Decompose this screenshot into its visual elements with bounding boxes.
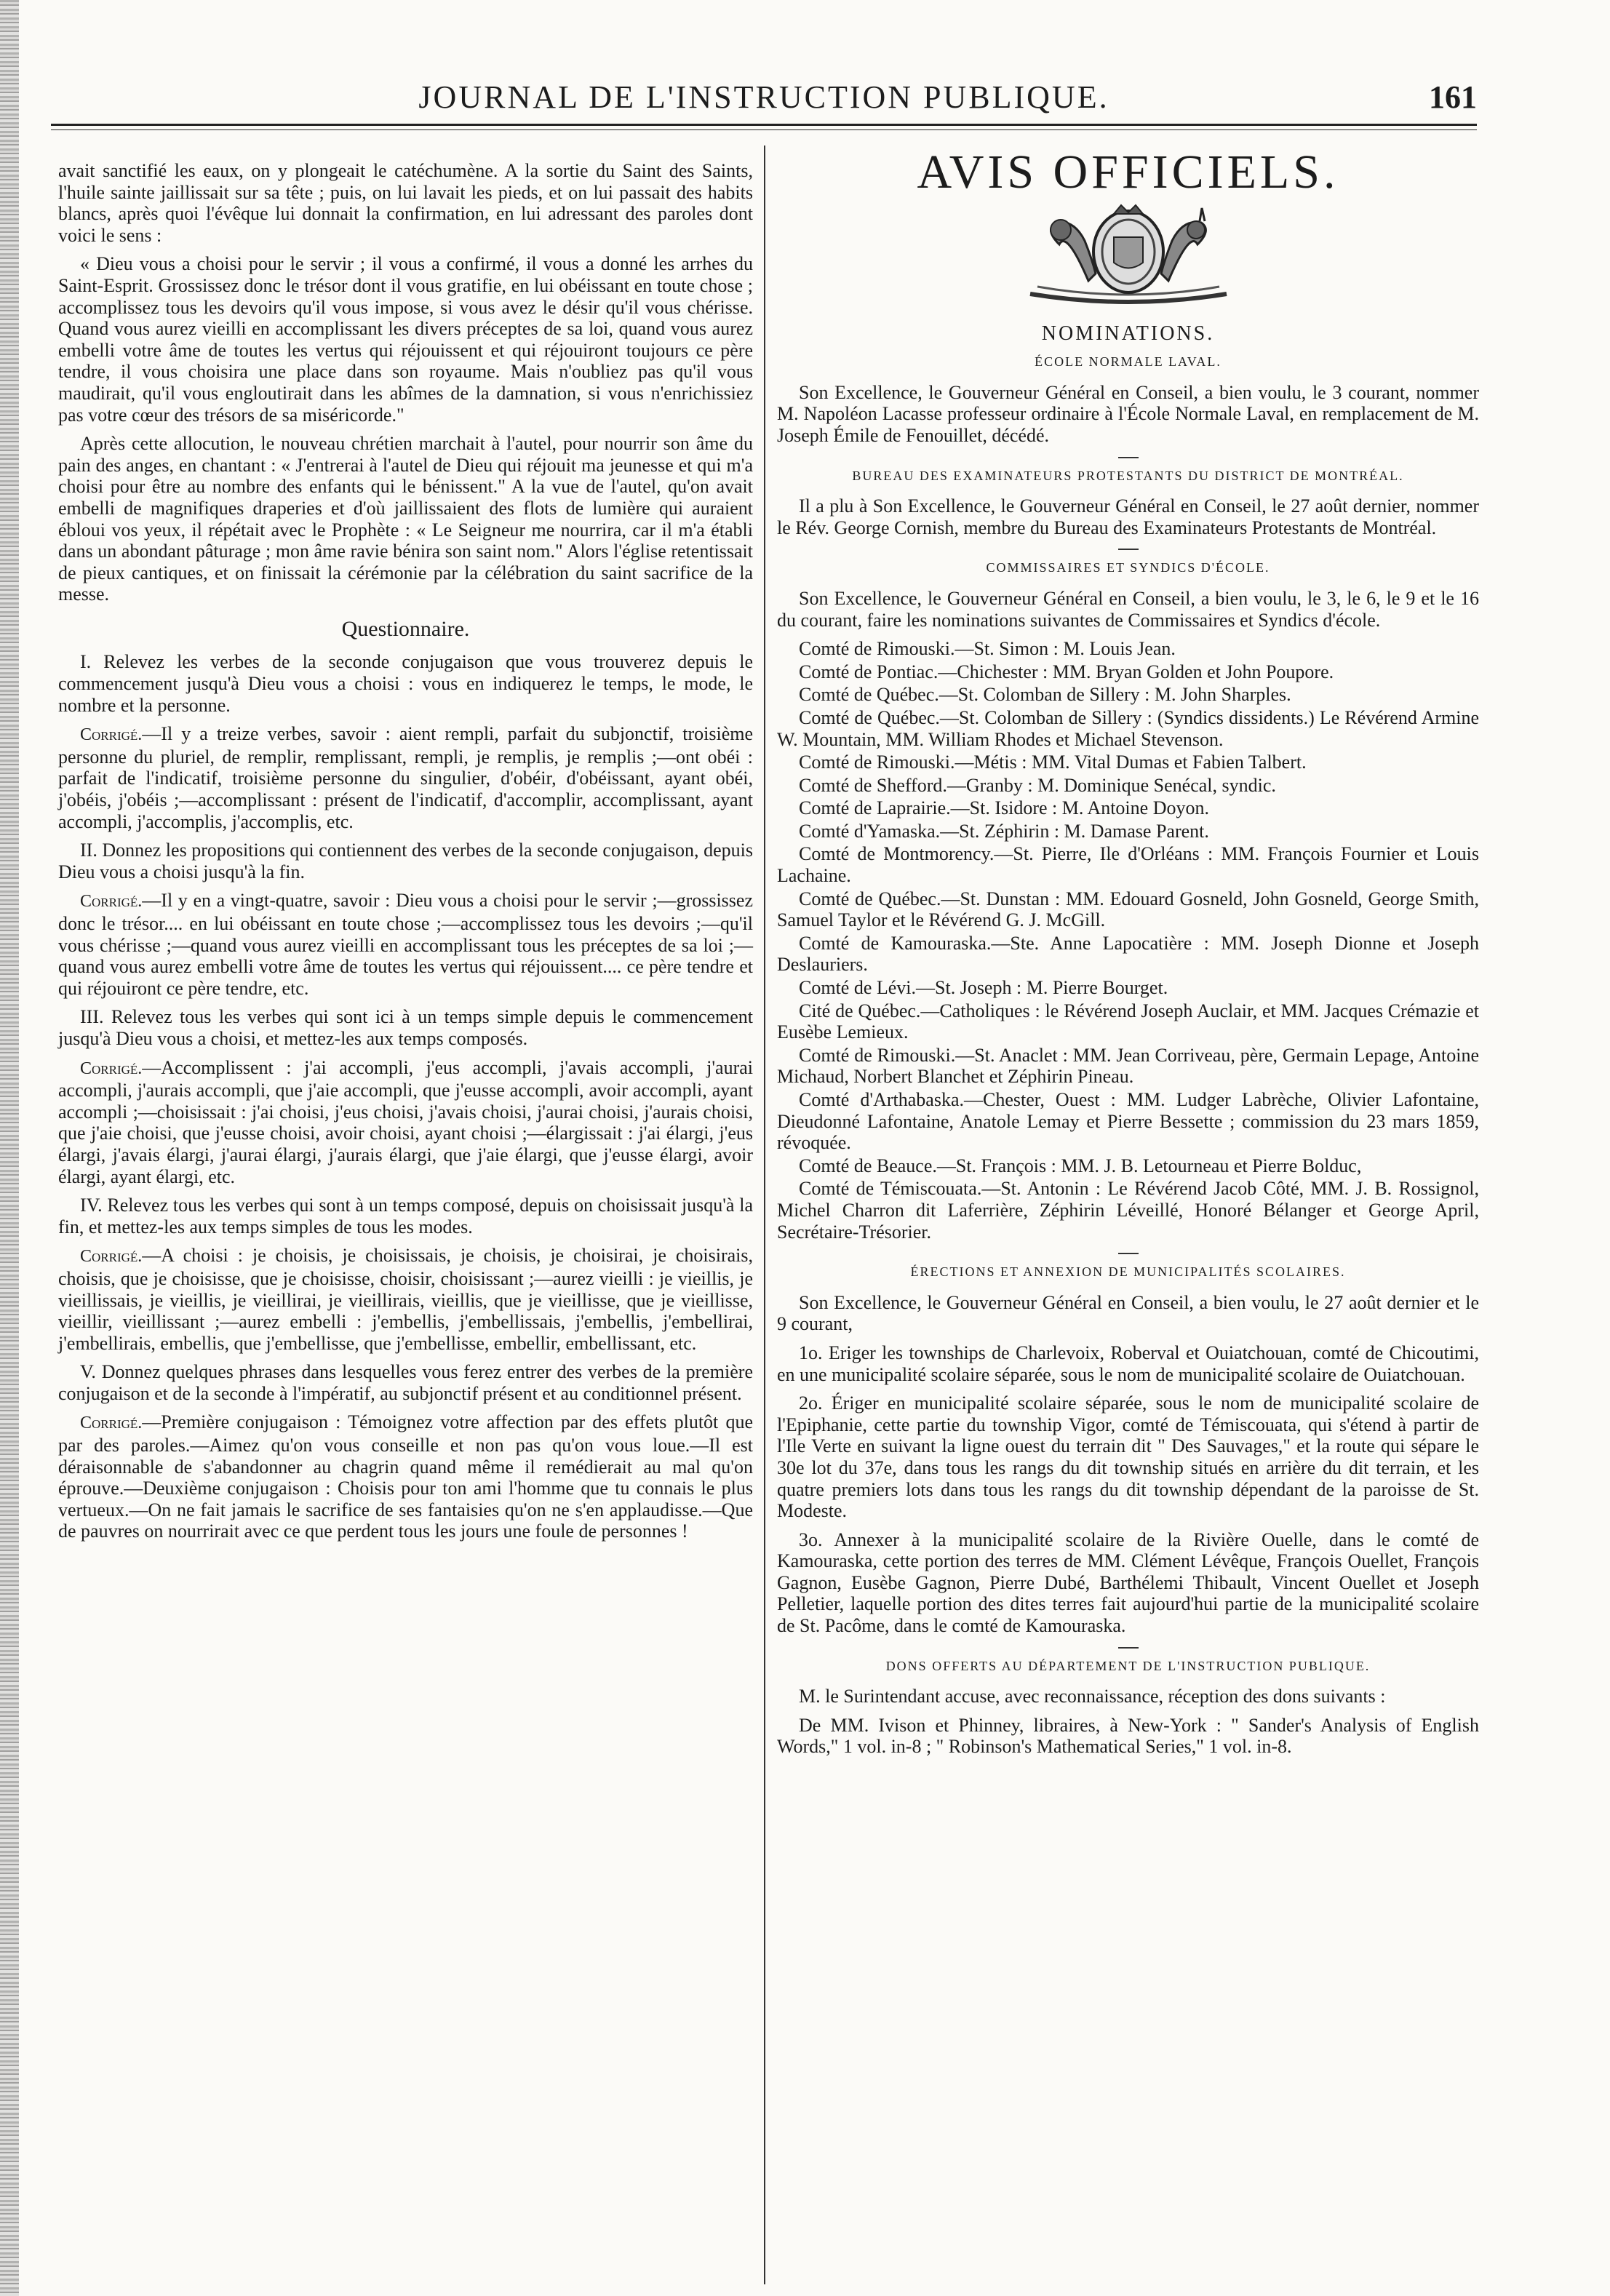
divider-dash [1118, 549, 1139, 550]
right-column [777, 146, 1479, 1765]
paragraph: Son Excellence, le Gouverneur Général en Conseil, a bien voulu, le 27 août dernier et le 9 courant, [777, 1291, 1479, 1335]
list-item: Comté de Pontiac.—Chichester : MM. Bryan Golden et John Poupore. [799, 661, 1334, 682]
list-item: Comté de Témiscouata.—St. Antonin : Le Révérend Jacob Côté, MM. J. B. Rossignol, Michel Charron dit Laferrière, Zéphirin Léveillé, Honoré Bélanger et George April, Secrétaire-Trésorier. [777, 1178, 1479, 1243]
paragraph: M. le Surintendant accuse, avec reconnaissance, réception des dons suivants : [799, 1686, 1386, 1707]
divider-dash [1118, 457, 1139, 458]
answer-2 [58, 890, 753, 999]
answer-5 [58, 1411, 753, 1542]
page-edge-scan-artifact [0, 0, 19, 2296]
list-item: Comté de Québec.—St. Colomban de Sillery : M. John Sharples. [799, 684, 1291, 706]
section-heading: DONS OFFERTS AU DÉPARTEMENT DE L'INSTRUCTION PUBLIQUE. [885, 1658, 1371, 1673]
list-item: Comté de Beauce.—St. François : MM. J. B. Letourneau et Pierre Bolduc, [799, 1155, 1362, 1176]
paragraph: Après cette allocution, le nouveau chrétien marchait à l'autel, pour nourrir son âme du pain des anges, en chantant : « J'entrerai à l'autel de Dieu qui réjouit ma jeunesse et qui m'a choisi pour être au nombre des enfants qui le bénissent." A la vue de l'autel, qu'on avait embelli de magnifiques draperies et d'où jaillissaient des flots de lumière qui auraient ébloui vos yeux, il répétait avec le Prophète : « Le Seigneur me nourrira, car il m'a établi dans un abondant pâturage ; mon âme ravie bénira son saint nom." Alors l'église retentissait de pieux cantiques, et on finissait la cérémonie par la célébration du saint sacrifice de la messe. [58, 433, 753, 605]
list-item: Comté de Québec.—St. Dunstan : MM. Edouard Gosneld, John Gosneld, George Smith, Samuel Taylor et le Révérend G. J. McGill. [777, 888, 1479, 931]
list-item: Comté d'Arthabaska.—Chester, Ouest : MM. Ludger Labrèche, Olivier Lafontaine, Dieudonné Lafontaine, Anatole Lemay et Pierre Bessette ; commission du 23 mars 1859, révoquée. [777, 1089, 1479, 1154]
corrige-label: Corrigé. [80, 1247, 143, 1267]
paragraph: Il a plu à Son Excellence, le Gouverneur Général en Conseil, le 27 août dernier, nommer le Rév. George Cornish, membre du Bureau des Examinateurs Protestants de Montréal. [777, 495, 1479, 538]
header-rule-thick [51, 124, 1477, 126]
list-item: Comté de Kamouraska.—Ste. Anne Lapocatière : MM. Joseph Dionne et Joseph Deslauriers. [777, 932, 1479, 976]
answer-text: —Première conjugaison : Témoignez votre affection par des effets plutôt que par des paroles.—Aimez qu'on vous conseille et non pas qu'on vous loue.—Il est déraisonnable de s'abandonner au chagrin quand même il remédierait au mal qu'on éprouve.—Deuxième conjugaison : Choisis pour ton ami l'homme que tu connais le plus vertueux.—On ne fait jamais le sacrifice de ses fantaisies qu'on ne s'en applaudisse.—Que de pauvres on nourrirait avec ce que perdent tous les jours une foule de personnes ! [58, 1411, 753, 1542]
avis-officiels-title: AVIS OFFICIELS. [917, 146, 1339, 199]
column-divider [764, 146, 765, 2284]
question-5: V. Donnez quelques phrases dans lesquelles vous ferez entrer des verbes de la première conjugaison et de la seconde à l'impératif, au subjonctif présent et au conditionnel présent. [58, 1361, 753, 1404]
corrige-label: Corrigé. [80, 892, 143, 912]
list-item: Comté de Rimouski.—St. Simon : M. Louis Jean. [799, 638, 1176, 660]
corrige-label: Corrigé. [80, 1414, 143, 1433]
list-item: 3o. Annexer à la municipalité scolaire de la Rivière Ouelle, dans le comté de Kamouraska, cette portion des terres de MM. Clément Lévêque, François Ouellet, François Gagnon, Eusèbe Gagnon, Pierre Dubé, Barthélemi Thibault, Vincent Ouellet et Joseph Pelletier, laquelle portion des dites terres fait aujourd'hui partie de la municipalité scolaire de St. Pacôme, dans le comté de Kamouraska. [777, 1528, 1479, 1637]
list-item: Comté de Rimouski.—St. Anaclet : MM. Jean Corriveau, père, Germain Lepage, Antoine Michaud, Norbert Blanchet et Zéphirin Pineau. [777, 1044, 1479, 1088]
nominations-title: NOMINATIONS. [1041, 322, 1215, 345]
paragraph: « Dieu vous a choisi pour le servir ; il vous a confirmé, il vous a donné les arrhes du Saint-Esprit. Grossissez donc le trésor dont il vous gratifie, en lui obéissant en toute chose ; accomplissez tous les devoirs qu'il vous impose, si vous avez le désir qu'il vous chérisse. Quand vous aurez vieilli en accomplissant les divers préceptes de sa loi, quand vous aurez embelli votre âme de toutes les vertus qui réjouissent et qui réjouiront toujours ce père tendre, il vous choisira une place dans son royaume. Mais n'oubliez pas qu'il vous maudirait, qu'il vous engloutirait dans les abîmes de la damnation, si vous n'enrichissiez pas votre cœur des trésors de sa miséricorde." [58, 253, 753, 426]
answer-text: —Il y a treize verbes, savoir : aient rempli, parfait du subjonctif, troisième personne du pluriel, de remplir, remplissant, rempli, je remplis, je remplis ;—ont obéi : parfait de l'indicatif, troisième personne du singulier, d'obéir, d'obéissant, ayant obéi, j'obéis, j'obéis ;—accomplissant : présent de l'indicatif, d'accomplir, accomplissant, ayant accompli, j'accomplis, j'accomplis, etc. [58, 723, 753, 832]
journal-title: JOURNAL DE L'INSTRUCTION PUBLIQUE. [418, 79, 1109, 115]
list-item: Comté de Montmorency.—St. Pierre, Ile d'Orléans : MM. François Fournier et Louis Lachaine. [777, 843, 1479, 887]
answer-1 [58, 723, 753, 832]
answer-3 [58, 1057, 753, 1188]
paragraph: De MM. Ivison et Phinney, libraires, à New-York : " Sander's Analysis of English Words," 1 vol. in-8 ; " Robinson's Mathematical Series," 1 vol. in-8. [777, 1714, 1479, 1758]
question-1: I. Relevez les verbes de la seconde conjugaison que vous trouverez depuis le commencement jusqu'à Dieu vous a choisi : vous en indiquerez le temps, le mode, le nombre et la personne. [58, 651, 753, 716]
section-heading: COMMISSAIRES ET SYNDICS D'ÉCOLE. [986, 560, 1270, 575]
list-item: 1o. Eriger les townships de Charlevoix, Roberval et Ouiatchouan, comté de Chicoutimi, en une municipalité scolaire séparée, sous le nom de municipalité scolaire de Ouiatchouan. [777, 1342, 1479, 1385]
question-4: IV. Relevez tous les verbes qui sont à un temps composé, depuis on choisissait jusqu'à la fin, et mettez-les aux temps simples de tous les modes. [58, 1195, 753, 1237]
header-rule-thin [51, 129, 1477, 130]
paragraph: Son Excellence, le Gouverneur Général en Conseil, a bien voulu, le 3, le 6, le 9 et le 16 du courant, faire les nominations suivantes de Commissaires et Syndics d'école. [777, 587, 1479, 631]
question-2: II. Donnez les propositions qui contiennent des verbes de la seconde conjugaison, depuis Dieu vous a choisi jusqu'à la fin. [58, 840, 753, 882]
answer-4 [58, 1245, 753, 1354]
paragraph: avait sanctifié les eaux, on y plongeait le catéchumène. A la sortie du Saint des Saints, l'huile sainte jaillissait sur sa tête ; puis, on lui lavait les pieds, et on lui passait des habits blancs, après quoi l'évêque lui donnait la confirmation, en lui adressant des paroles dont voici le sens : [58, 160, 753, 246]
paragraph: Son Excellence, le Gouverneur Général en Conseil, a bien voulu, le 3 courant, nommer M. Napoléon Lacasse professeur ordinaire à l'École Normale Laval, en remplacement de M. Joseph Émile de Fenouillet, décédé. [777, 381, 1479, 446]
list-item: Comté de Rimouski.—Métis : MM. Vital Dumas et Fabien Talbert. [799, 752, 1307, 773]
royal-coat-of-arms-icon [1016, 201, 1241, 310]
section-heading: BUREAU DES EXAMINATEURS PROTESTANTS DU DISTRICT DE MONTRÉAL. [852, 468, 1404, 483]
answer-text: —Il y en a vingt-quatre, savoir : Dieu vous a choisi pour le servir ;—grossissez donc le trésor.... en lui obéissant en toute chose ;—accomplissez tous les devoirs ;—qu'il vous chérisse ;—quand vous aurez vieilli en accomplissant tous les préceptes de sa loi ;—quand vous aurez embelli votre âme de toutes les vertus qui réjouissent.... ce père tendre et qui réjouiront ce père tendre, etc. [58, 890, 753, 999]
question-3: III. Relevez tous les verbes qui sont ici à un temps simple depuis le commencement jusqu'à Dieu vous a choisi, et mettez-les aux temps composés. [58, 1006, 753, 1049]
section-heading: ÉCOLE NORMALE LAVAL. [1035, 354, 1222, 370]
list-item: 2o. Ériger en municipalité scolaire séparée, sous le nom de municipalité scolaire de l'Epiphanie, cette partie du township Vigor, comté de Témiscouata, qui s'étend à partir de l'Ile Verte en suivant la ligne ouest du terrain dit " Des Sauvages," et la route qui sépare le 30e lot du 37e, dans tous les rangs du dit township situés en arrière du dit terrain, et les quatre premiers lots dans tous les rangs du dit township dépendant de la paroisse de St. Modeste. [777, 1392, 1479, 1522]
list-item: Comté d'Yamaska.—St. Zéphirin : M. Damase Parent. [799, 820, 1209, 842]
list-item: Cité de Québec.—Catholiques : le Révérend Joseph Auclair, et MM. Jacques Crémazie et Eusèbe Lemieux. [777, 1000, 1479, 1043]
answer-text: —Accomplissent : j'ai accompli, j'eus accompli, j'avais accompli, j'aurai accompli, j'aurais accompli, que j'aie accompli, que j'eusse accompli, avoir accompli, ayant accompli ;—choisissait : j'ai choisi, j'eus choisi, j'avais choisi, j'aurai choisi, j'aurais choisi, que j'aie choisi, que j'eusse choisi, avoir choisi, ayant choisi ;—élargissait : j'ai élargi, j'eus élargi, j'avais élargi, j'aurai élargi, j'aurais élargi, que j'aie élargi, que j'eusse élargi, avoir élargi, ayant élargi, etc. [58, 1056, 753, 1187]
list-item: Comté de Québec.—St. Colomban de Sillery : (Syndics dissidents.) Le Révérend Armine W. Mountain, MM. William Rhodes et Michael Stevenson. [777, 706, 1479, 750]
corrige-label: Corrigé. [80, 725, 143, 745]
corrige-label: Corrigé. [80, 1059, 143, 1078]
page-number: 161 [1429, 79, 1477, 115]
answer-text: —A choisi : je choisis, je choisissais, je choisis, je choisirai, je choisirais, choisis, que je choisisse, que je choisisse, choisir, choisissant ;—aurez vieilli : je vieillis, je vieillissais, je vieillis, je vieillirai, je vieillirais, vieillis, que je vieillisse, que je vieillisse, vieillir, vieillissant ;—aurez embelli : j'embellis, j'embellissais, j'embellis, j'embellirai, j'embellirais, embellis, que j'embellisse, que j'embellisse, embellir, embellissant, etc. [58, 1245, 753, 1354]
page-header [51, 51, 1477, 131]
questionnaire-title: Questionnaire. [341, 616, 470, 641]
left-column [58, 160, 753, 1550]
list-item: Comté de Shefford.—Granby : M. Dominique Senécal, syndic. [799, 774, 1276, 796]
list-item: Comté de Laprairie.—St. Isidore : M. Antoine Doyon. [799, 797, 1209, 819]
list-item: Comté de Lévi.—St. Joseph : M. Pierre Bourget. [799, 977, 1168, 999]
section-heading: ÉRECTIONS ET ANNEXION DE MUNICIPALITÉS SCOLAIRES. [910, 1264, 1346, 1280]
divider-dash [1118, 1647, 1139, 1649]
divider-dash [1118, 1253, 1139, 1254]
